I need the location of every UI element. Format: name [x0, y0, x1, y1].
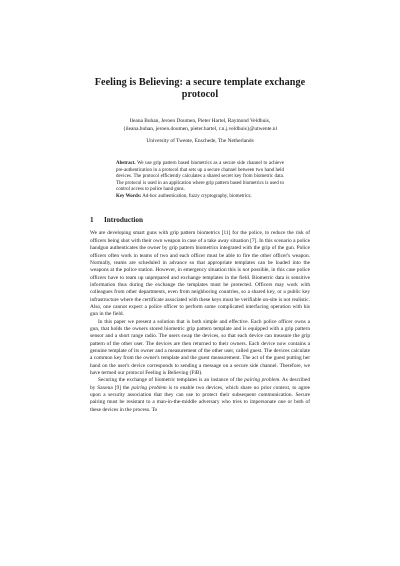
- paragraph-3-text-b: . As described by Saxena [9] the: [90, 377, 310, 391]
- paragraph-3-emphasis-b: pairing problem: [131, 384, 167, 391]
- section-number: 1: [90, 216, 94, 225]
- section-title: Introduction: [104, 216, 144, 225]
- paragraph-3-emphasis-a: pairing problem: [244, 377, 280, 384]
- author-names: Ileana Buhan, Jeroen Doumen, Pieter Hartel, Raymond Veldhuis,: [129, 118, 271, 124]
- abstract: [116, 161, 284, 194]
- paragraph-3-text-c: is to enable two devices, which share no prior context, to agree upon a security association that they can use to protect their subsequent communication. Secure pairing must be resistant to a man-in-the-middle adversary who tries to impersonate one or both of these devices in the process. To: [90, 384, 310, 413]
- keywords-text: Ad-hoc authentication, fuzzy cryptography, biometrics;: [142, 193, 252, 199]
- section-body: [90, 230, 310, 414]
- abstract-text: We use grip pattern based biometrics as a secure side channel to achieve pre-authentication in a protocol that sets up a secure channel between two hand held devices. The protocol efficiently calculates a shared secret key from biometric data. The protocol is used in an application where grip pattern based biometrics is used to control access to police hand guns.: [116, 161, 284, 193]
- paragraph-3: [90, 377, 310, 414]
- keywords-label: Key Words:: [116, 193, 142, 199]
- section-heading-introduction: [90, 216, 310, 225]
- affiliation: University of Twente, Enschede, The Netherlands: [146, 138, 254, 145]
- author-block: [90, 118, 310, 133]
- paragraph-2: In this paper we present a solution that is both simple and effective. Each police officer owns a gun, that holds the owners stored biometric grip pattern template and is equipped with a grip pattern sensor and a short range radio. The users swap the devices, so that each device can measure the grip pattern of the other user. The devices are then returned to their owners. Each device now contains a genuine template of its owner and a measurement of the other user, called guest. The devices calculate a common key from the owner's template and the guest measurement. The act of the guest putting her hand on the user's device corresponds to sending a message on a secure side channel. Therefore, we have termed our protocol Feeling is Believing (FiB).: [90, 318, 310, 376]
- author-emails: {ileana.buhan, jeroen.doumen, pieter.hartel, r.n.j.veldhuis}@utwente.nl: [123, 125, 277, 132]
- abstract-label: Abstract.: [116, 161, 136, 167]
- keywords: [116, 194, 284, 201]
- paragraph-1: We are developing smart guns with grip pattern biometrics [11] for the police, to reduce the risk of officers being shot with their own weapon in case of a take away situation [7]. In this scenario a police handgun authenticates the owner by grip pattern biometrics integrated with the grip of the gun. Police officers often work in teams of two and each officer must be able to fire the other officer's weapon. Normally, teams are scheduled in advance so that appropriate templates can be loaded into the weapons at the police station. However, in emergency situation this is not possible, in this case police officers have to team up unprepared and exchange templates in the field. Biometric data is sensitive information thus during the exchange the templates must be protected. Officers may work with colleagues from other departments, even from neighboring countries, so a shared key, or a public key infrastructure where the certificate associated with these keys must be verifiable on-site is not realistic. Also, one cannot expect a police officer to perform some complicated interfacing operation with his gun in the field.: [90, 230, 310, 318]
- paper-title: Feeling is Believing: a secure template exchange protocol: [94, 77, 306, 100]
- paragraph-3-text-a: Securing the exchange of biometric templates is an instance of the: [98, 377, 245, 384]
